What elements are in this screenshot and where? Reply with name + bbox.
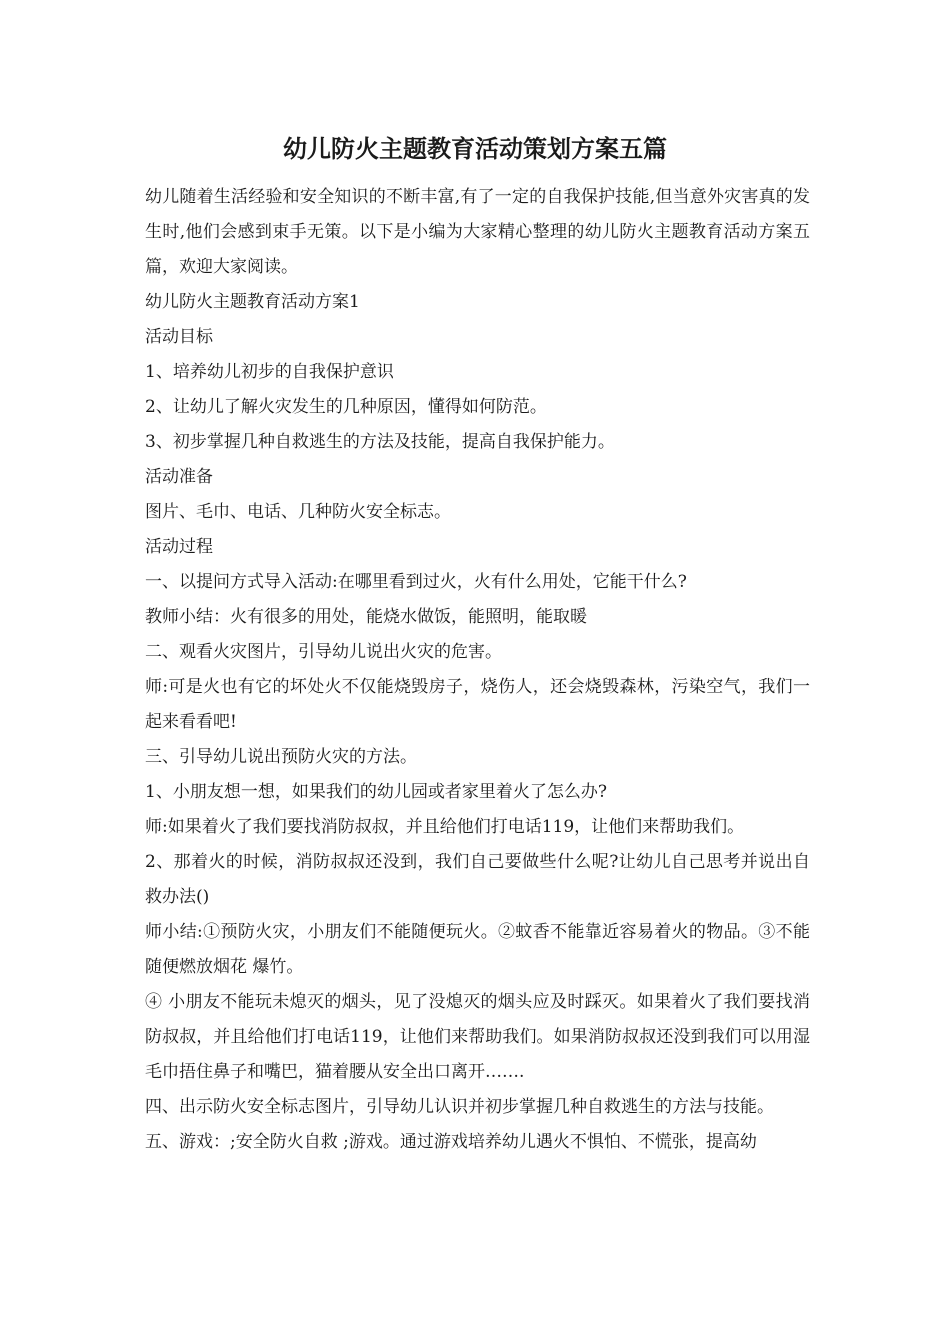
process-paragraph: ④ 小朋友不能玩未熄灭的烟头，见了没熄灭的烟头应及时踩灭。如果着火了我们要找消防叔叔，并且给他们打电话119，让他们来帮助我们。如果消防叔叔还没到我们可以用湿毛巾捂住鼻子和嘴巴，猫着腰从安全出口离开……. — [145, 992, 810, 1082]
preparation-text: 图片、毛巾、电话、几种防火安全标志。 — [145, 502, 451, 522]
process-step: 一、以提问方式导入活动:在哪里看到过火，火有什么用处，它能干什么? — [145, 572, 687, 592]
process-step: 三、引导幼儿说出预防火灾的方法。 — [145, 747, 417, 767]
process-step: 二、观看火灾图片，引导幼儿说出火灾的危害。 — [145, 642, 502, 662]
process-paragraph: 师:如果着火了我们要找消防叔叔，并且给他们打电话119，让他们来帮助我们。 — [145, 817, 745, 837]
process-paragraph: 1、小朋友想一想，如果我们的幼儿园或者家里着火了怎么办? — [145, 782, 607, 802]
process-paragraph: 教师小结：火有很多的用处，能烧水做饭，能照明，能取暖 — [145, 607, 587, 627]
subheading-goals: 活动目标 — [145, 327, 213, 347]
document-body — [145, 180, 810, 1160]
intro-paragraph: 幼儿随着生活经验和安全知识的不断丰富,有了一定的自我保护技能,但当意外灾害真的发生时,他们会感到束手无策。以下是小编为大家精心整理的幼儿防火主题教育活动方案五篇，欢迎大家阅读。 — [145, 187, 810, 277]
subheading-preparation: 活动准备 — [145, 467, 213, 487]
process-paragraph: 师:可是火也有它的坏处火不仅能烧毁房子，烧伤人，还会烧毁森林，污染空气，我们一起来看看吧! — [145, 677, 810, 732]
process-paragraph: 2、那着火的时候，消防叔叔还没到，我们自己要做些什么呢?让幼儿自己思考并说出自救办法() — [145, 852, 810, 907]
section-heading: 幼儿防火主题教育活动方案1 — [145, 292, 360, 312]
goal-item: 3、初步掌握几种自救逃生的方法及技能，提高自我保护能力。 — [145, 432, 615, 452]
subheading-process: 活动过程 — [145, 537, 213, 557]
goal-item: 2、让幼儿了解火灾发生的几种原因，懂得如何防范。 — [145, 397, 547, 417]
process-step: 五、游戏：;安全防火自救 ;游戏。通过游戏培养幼儿遇火不惧怕、不慌张，提高幼 — [145, 1132, 757, 1152]
process-paragraph: 师小结:①预防火灾，小朋友们不能随便玩火。②蚊香不能靠近容易着火的物品。③不能随便燃放烟花 爆竹。 — [145, 922, 810, 977]
goal-item: 1、培养幼儿初步的自我保护意识 — [145, 362, 394, 382]
process-step: 四、出示防火安全标志图片，引导幼儿认识并初步掌握几种自救逃生的方法与技能。 — [145, 1097, 774, 1117]
document-title: 幼儿防火主题教育活动策划方案五篇 — [283, 134, 667, 163]
